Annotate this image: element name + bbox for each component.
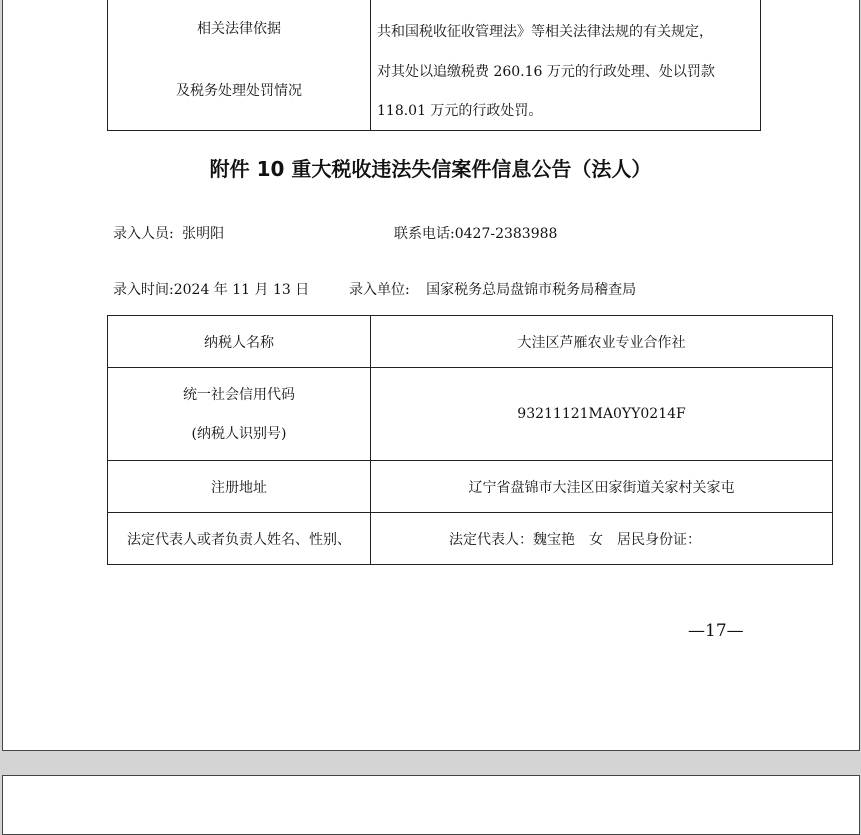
table-row [108,316,833,368]
address-value: 辽宁省盘锦市大洼区田家街道关家村关家屯 [371,461,833,513]
legal-basis-value-line-2: 对其处以追缴税费 260.16 万元的行政处理、处以罚款 [377,64,715,80]
legal-basis-value-line-3: 118.01 万元的行政处罚。 [377,103,543,119]
taxpayer-id-label: (纳税人识别号) [191,425,287,442]
legal-rep-label: 法定代表人或者负责人姓名、性别、 [108,513,371,565]
credit-code-label: 统一社会信用代码 [183,386,295,403]
record-time-value: 2024 年 11 月 13 日 [173,282,310,298]
announcement-title: 附件 10 重大税收违法失信案件信息公告（法人） [209,157,652,181]
record-unit-field [349,279,636,299]
legal-basis-value-line-1: 共和国税收征收管理法》等相关法律法规的有关规定， [377,24,713,40]
record-unit-value: 国家税务总局盘锦市税务局稽查局 [426,282,637,298]
phone-label: 联系电话: [394,226,455,242]
phone-field [394,223,557,243]
credit-code-value: 93211121MA0YY0214F [371,368,833,461]
legal-basis-table [107,0,761,131]
record-unit-label: 录入单位: [349,282,410,298]
credit-code-label-cell [108,368,371,461]
taxpayer-name-value: 大洼区芦雁农业专业合作社 [371,316,833,368]
recorder-value: 张明阳 [182,226,225,242]
recorder-label: 录入人员: [113,226,174,242]
legal-basis-label-cell [108,0,371,131]
taxpayer-info-table [107,315,833,565]
legal-basis-label-line-2: 及税务处理处罚情况 [176,83,302,99]
document-page [2,0,860,751]
recorder-field [113,223,224,243]
taxpayer-name-label: 纳税人名称 [108,316,371,368]
table-row [108,368,833,461]
table-row [108,461,833,513]
address-label: 注册地址 [108,461,371,513]
legal-basis-value-cell [371,0,761,131]
phone-value: 0427-2383988 [454,226,558,242]
record-time-label: 录入时间: [113,282,174,298]
record-time-field [113,279,309,299]
next-document-page [2,775,860,835]
page-number: —17— [688,621,744,641]
table-row [108,513,833,565]
legal-rep-value: 法定代表人：魏宝艳 女 居民身份证： [371,513,833,565]
table-row [108,0,761,131]
legal-basis-label-line-1: 相关法律依据 [197,21,281,37]
